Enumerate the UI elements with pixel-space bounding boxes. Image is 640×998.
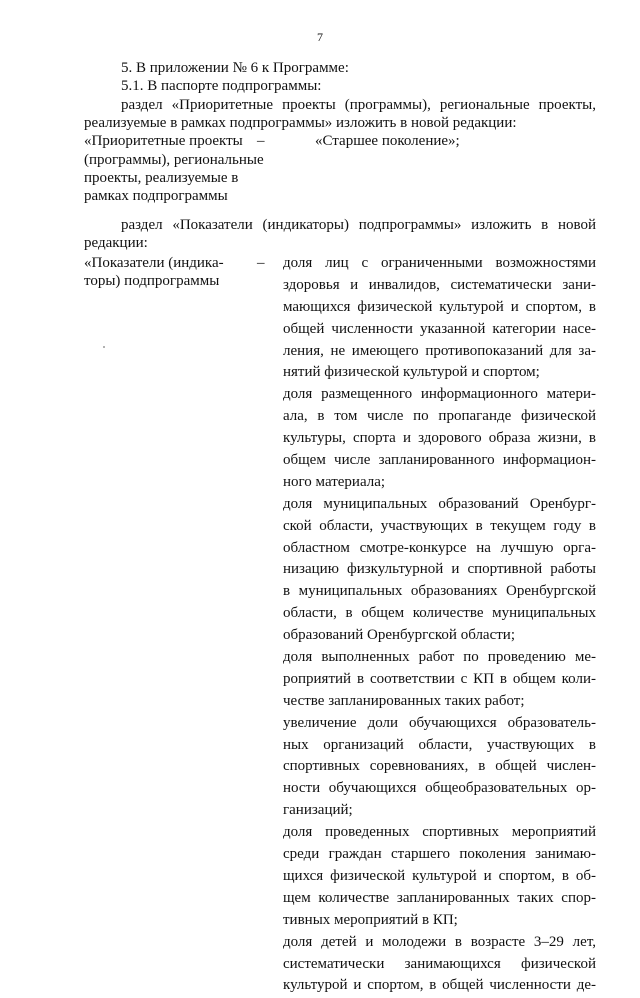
paragraph-2-line-2: редакции: [84, 235, 148, 251]
indicator-line: низацию физкультурной и спортивной работы [283, 561, 596, 578]
row1-value: «Старшее поколение»; [315, 133, 460, 149]
row1-label-line-1: «Приоритетные проекты [84, 133, 243, 149]
indicator-line: ганизаций; [283, 802, 353, 819]
indicator-line: тивных мероприятий в КП; [283, 911, 458, 928]
indicator-line: областном смотре-конкурсе на лучшую орга- [283, 539, 596, 556]
indicator-line: ской области, участвующих в текущем году в [283, 517, 596, 534]
indicator-line: увеличение доли обучающихся образователь- [283, 714, 596, 731]
row2-label-line-1: «Показатели (индика- [84, 255, 224, 271]
indicator-line: доля выполненных работ по проведению ме- [283, 649, 596, 666]
indicator-line: области, в общем количестве муниципальных [283, 605, 596, 622]
indicator-line: доля проведенных спортивных мероприятий [283, 824, 596, 841]
paragraph-1-line-2: реализуемые в рамках подпрограммы» изложить в новой редакции: [84, 115, 517, 131]
indicator-line: честве запланированных таких работ; [283, 692, 525, 709]
indicator-line: ных организаций области, участвующих в [283, 736, 596, 753]
section-title: 5. В приложении № 6 к Программе: [121, 60, 349, 76]
indicator-line: в муниципальных образованиях Оренбургской [283, 583, 596, 600]
indicator-line: доля детей и молодежи в возрасте 3–29 лет, [283, 933, 596, 950]
indicator-line: роприятий в соответствии с КП в общем коли- [283, 670, 596, 687]
page-number: 7 [317, 30, 323, 44]
row2-dash: – [257, 255, 265, 271]
row2-label-line-2: торы) подпрограммы [84, 273, 220, 289]
indicator-line: ления, не имеющего противопоказаний для за- [283, 342, 596, 359]
indicator-line: здоровья и инвалидов, систематически зани- [283, 276, 596, 293]
subsection-title: 5.1. В паспорте подпрограммы: [121, 78, 322, 94]
indicator-line: общей численности указанной категории насе- [283, 320, 596, 337]
indicator-line: доля размещенного информационного матери- [283, 386, 596, 403]
indicator-line: доля муниципальных образований Оренбург- [283, 495, 596, 512]
indicator-line: мающихся физической культурой и спортом, в [283, 298, 596, 315]
row1-label-line-3: проекты, реализуемые в [84, 170, 239, 186]
indicator-line: щихся физической культурой и спортом, в об- [283, 867, 596, 884]
indicator-line: общем числе запланированного информацион- [283, 452, 596, 469]
indicator-line: спортивных соревнованиях, в общей числен- [283, 758, 596, 775]
indicators-list [283, 254, 596, 998]
row1-label-line-4: рамках подпрограммы [84, 188, 228, 204]
paragraph-1-line-1: раздел «Приоритетные проекты (программы), региональные проекты, [121, 97, 596, 113]
row1-dash: – [257, 133, 265, 149]
indicator-line: ала, в том числе по пропаганде физической [283, 408, 596, 425]
indicator-line: культурой и спортом, в общей численности де- [283, 977, 596, 994]
indicator-line: щем количестве запланированных таких спор- [283, 889, 596, 906]
indicator-line: ности обучающихся общеобразовательных ор- [283, 780, 596, 797]
indicator-line: систематически занимающихся физической [283, 955, 596, 972]
indicator-line: культуры, спорта и здорового образа жизни, в [283, 430, 596, 447]
indicator-line: ного материала; [283, 473, 386, 490]
indicator-line: нятий физической культурой и спортом; [283, 364, 540, 381]
paragraph-2-line-1: раздел «Показатели (индикаторы) подпрограммы» изложить в новой [121, 217, 596, 233]
indicator-line: образований Оренбургской области; [283, 627, 516, 644]
row1-label-line-2: (программы), региональные [84, 152, 264, 168]
indicator-line: доля лиц с ограниченными возможностями [283, 255, 596, 271]
scan-speck [103, 346, 105, 348]
indicator-line: среди граждан старшего поколения занимаю- [283, 846, 596, 863]
